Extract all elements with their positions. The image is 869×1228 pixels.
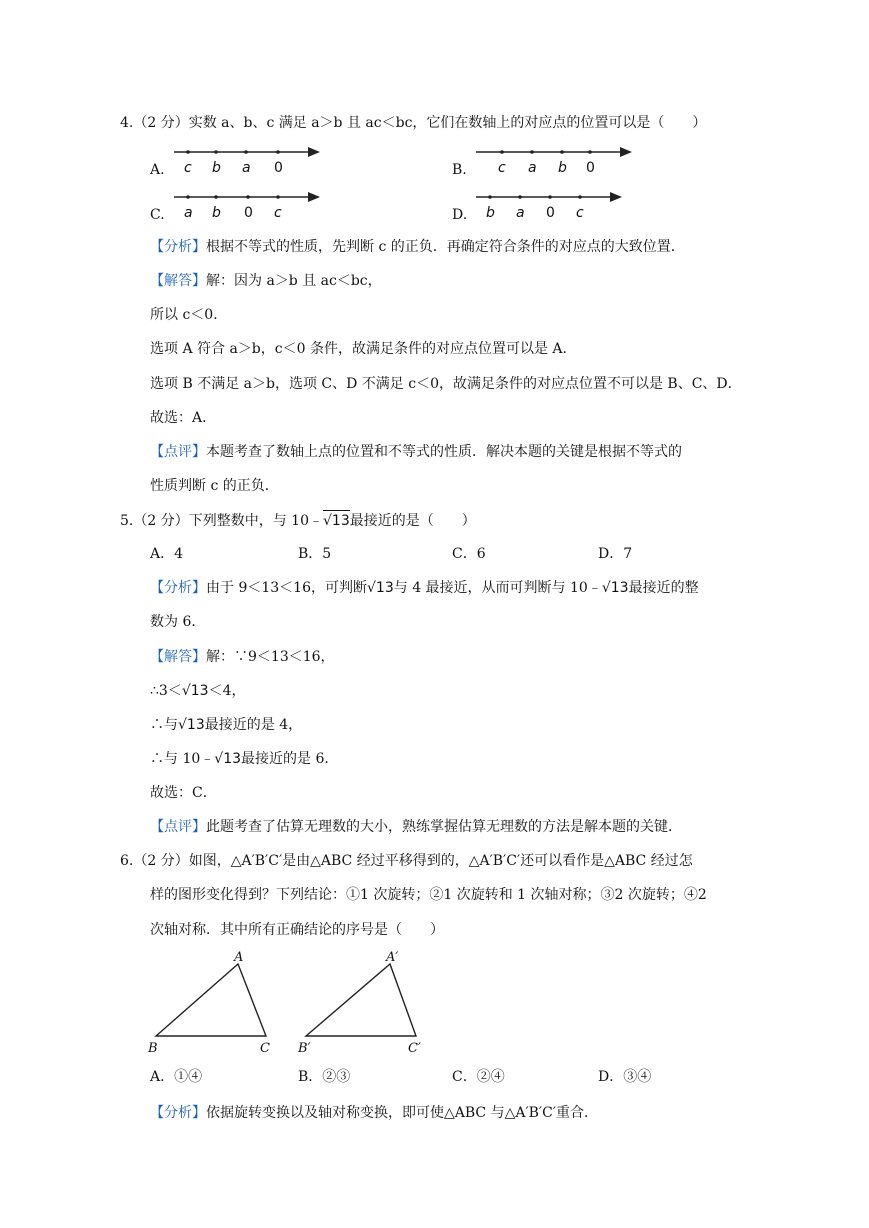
comment-text: 本题考查了数轴上点的位置和不等式的性质．解决本题的关键是根据不等式的 [206,444,682,460]
q6-stem-line-3: 次轴对称．其中所有正确结论的序号是（ ） [150,922,444,938]
answer-text: 解：因为 a＞b 且 ac＜bc， [206,273,382,289]
q4-option-d-letter: D. [452,207,468,223]
q4-answer-line-4: 选项 B 不满足 a＞b，选项 C、D 不满足 c＜0，故满足条件的对应点位置不可以是 B、C、D． [150,376,742,392]
q4-d-label-2: a [516,205,525,221]
q4-analysis [150,237,685,257]
triangle-abc [156,964,266,1036]
q4-answer-line-2: 所以 c＜0． [150,307,228,323]
q5-stem-post: 最接近的是（ ） [349,513,476,529]
triangle-a-prime-b-prime-c-prime [306,964,416,1036]
q4-d-label-1: b [486,205,495,221]
q5-analysis-line-2: 数为 6． [150,614,206,630]
q5-answer-line-3: ∴与√13最接近的是 4， [150,717,303,733]
q6-option-c: C．②④ [452,1069,505,1085]
q4-option-c-letter: C. [150,207,165,223]
sqrt-radicand: √13 [601,580,629,596]
q5-stem [120,510,476,531]
q4-option-d-numberline [474,187,626,227]
q4-comment-line-2: 性质判断 c 的正负． [150,478,279,494]
q4-stem: 4.（2 分）实数 a、b、c 满足 a＞b 且 ac＜bc，它们在数轴上的对应点的位置可以是（ ） [120,115,707,131]
q4-c-label-2: b [212,205,221,221]
q5-stem-pre: 5.（2 分）下列整数中，与 10﹣ [120,513,323,529]
q5-comment: 【点评】此题考查了估算无理数的大小，熟练掌握估算无理数的方法是解本题的关键． [150,819,682,835]
q5-answer-line-5: 故选：C． [150,785,217,801]
q5-option-d: D．7 [598,546,633,562]
q5-answer-line-1: 【解答】解：∵9＜13＜16， [150,649,335,665]
q4-comment-line-1 [150,442,682,462]
q6-option-a: A．①④ [150,1069,203,1085]
q4-option-a-letter: A. [150,162,165,178]
q4-option-a-numberline [172,142,324,182]
q6-option-b: B．②③ [298,1069,351,1085]
comment-tag: 【点评】 [150,444,206,460]
q5-option-b: B．5 [298,546,332,562]
sqrt-radicand: √13 [178,717,205,733]
q4-a-label-2: b [212,160,221,176]
q6-stem-line-2: 样的图形变化得到？下列结论：①1 次旋转；②1 次旋转和 1 次轴对称；③2 次旋转；④2 [150,887,707,903]
analysis-text: 根据不等式的性质，先判断 c 的正负．再确定符合条件的对应点的大致位置． [206,239,685,255]
q5-option-a: A．4 [150,546,184,562]
triangle-1-label-b: B [148,1041,158,1056]
q4-answer-line-3: 选项 A 符合 a＞b，c＜0 条件，故满足条件的对应点位置可以是 A． [150,341,577,357]
q4-option-c-numberline [172,187,324,227]
sqrt-radicand: √13 [214,751,242,767]
q4-a-label-1: c [184,160,192,176]
sqrt-radicand: √13 [323,510,350,531]
triangle-2-label-a: A′ [386,950,399,965]
sqrt-radicand: √13 [367,580,394,596]
answer-tag: 【解答】 [150,649,206,665]
analysis-tag: 【分析】 [150,580,206,596]
analysis-tag: 【分析】 [150,239,206,255]
q6-analysis: 【分析】依据旋转变换以及轴对称变换，即可使△ABC 与△A′B′C′重合． [150,1105,598,1121]
q5-analysis-line-1: 【分析】由于 9＜13＜16，可判断√13与 4 最接近，从而可判断与 10﹣√13最接近的整 [150,580,699,596]
q4-c-label-1: a [184,205,193,221]
triangle-2-label-c: C′ [408,1041,421,1056]
q4-c-label-3: 0 [244,205,253,221]
q4-answer-line-1 [150,271,382,291]
triangle-1-label-c: C [260,1041,270,1056]
analysis-tag: 【分析】 [150,1105,206,1121]
q5-answer-line-4: ∴与 10﹣√13最接近的是 6． [150,751,339,767]
q5-answer-line-2: ∴3＜√13＜4， [150,683,246,699]
q4-option-b-letter: B. [452,162,467,178]
q4-b-label-4: 0 [586,160,595,176]
q5-option-c: C．6 [452,546,486,562]
q4-answer-line-5: 故选：A． [150,410,217,426]
answer-tag: 【解答】 [150,273,206,289]
q4-d-label-3: 0 [546,205,555,221]
q4-option-b-numberline [474,142,636,182]
q4-a-label-4: 0 [274,160,283,176]
q4-b-label-3: b [558,160,567,176]
comment-tag: 【点评】 [150,819,206,835]
triangle-1-label-a: A [234,950,244,965]
q6-triangles-figure [140,948,440,1064]
triangle-2-label-b: B′ [298,1041,311,1056]
q6-stem-line-1: 6.（2 分）如图，△A′B′C′是由△ABC 经过平移得到的，△A′B′C′还可以看作是△ABC 经过怎 [120,853,693,869]
q4-b-label-2: a [528,160,537,176]
q4-b-label-1: c [498,160,506,176]
q4-d-label-4: c [576,205,584,221]
q4-a-label-3: a [242,160,251,176]
q4-c-label-4: c [274,205,282,221]
sqrt-radicand: √13 [181,683,209,699]
q6-option-d: D．③④ [598,1069,652,1085]
